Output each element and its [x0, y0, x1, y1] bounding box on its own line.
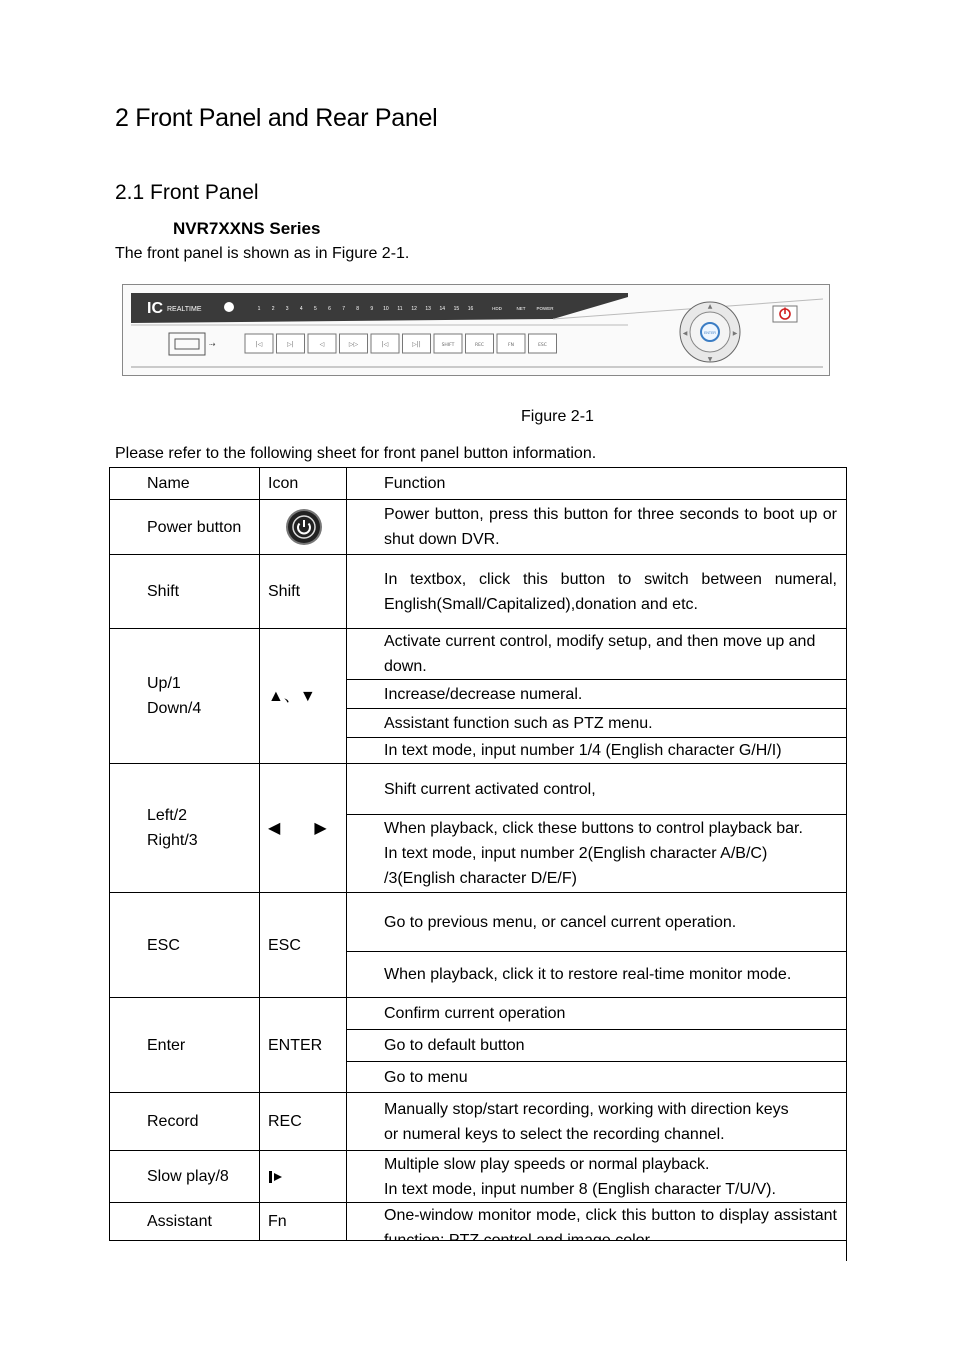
table-row — [110, 998, 847, 1030]
usb-icon: ⇢ — [209, 340, 216, 349]
name-up: Up/1 — [147, 675, 181, 692]
chapter-title: 2 Front Panel and Rear Panel — [115, 104, 438, 132]
cell-icon: ENTER — [260, 998, 347, 1093]
function-line: or numeral keys to select the recording channel. — [384, 1125, 725, 1143]
cell-function: Confirm current operation — [347, 998, 847, 1030]
channel-number: 10 — [383, 306, 389, 312]
status-led-icon — [224, 302, 234, 312]
cell-name: Record — [110, 1093, 260, 1151]
key-label: SHIFT — [441, 343, 455, 348]
cell-function: One-window monitor mode, click this button to display assistant — [347, 1203, 847, 1261]
cell-function: In textbox, click this button to switch between numeral, English(Small/Capitalized),donation and etc. — [347, 555, 847, 629]
playback-key-icon: |◁ — [381, 341, 389, 348]
status-label: HDD — [492, 306, 502, 311]
channel-number: 7 — [342, 306, 345, 312]
key-label: FN — [508, 343, 514, 348]
cell-icon: Fn — [260, 1203, 347, 1261]
logo-text: REALTIME — [167, 306, 202, 313]
table-header-row — [110, 468, 847, 500]
cell-function: Assistant function such as PTZ menu. — [347, 709, 847, 738]
function-line: Manually stop/start recording, working with direction keys — [384, 1100, 789, 1118]
cell-name: Assistant — [110, 1203, 260, 1261]
cell-name: Slow play/8 — [110, 1151, 260, 1203]
cell-name: Power button — [110, 500, 260, 555]
cell-function: Power button, press this button for three seconds to boot up or shut down DVR. — [347, 500, 847, 555]
up-down-arrow-icon: ▲、▼ — [260, 629, 347, 764]
table-row — [110, 500, 847, 555]
cell-function: Go to previous menu, or cancel current operation. — [347, 893, 847, 952]
channel-number: 11 — [397, 306, 403, 312]
channel-number: 9 — [370, 306, 374, 312]
usb-port — [169, 333, 205, 355]
cell-function: Activate current control, modify setup, and then move up and down. — [347, 629, 847, 680]
channel-number: 16 — [467, 306, 474, 312]
function-line: /3(English character D/E/F) — [384, 870, 577, 887]
cell-function — [347, 1093, 847, 1151]
right-arrow-icon: ▶ — [314, 819, 327, 837]
table-row — [110, 893, 847, 952]
function-line: When playback, click these buttons to control playback bar. — [384, 820, 803, 837]
channel-number: 12 — [411, 306, 417, 312]
status-label: POWER — [536, 306, 554, 311]
cell-function: Go to default button — [347, 1030, 847, 1062]
dpad-up-icon: ▲ — [707, 303, 713, 310]
table-row — [110, 1151, 847, 1203]
status-label: NET — [516, 306, 526, 311]
channel-number: 14 — [439, 306, 446, 312]
table-row — [110, 1093, 847, 1151]
slow-play-triangle — [274, 1173, 282, 1181]
status-labels — [492, 306, 554, 311]
dpad-right-icon: ▶ — [732, 330, 738, 337]
cell-icon — [260, 500, 347, 555]
channel-number: 2 — [271, 306, 275, 312]
power-icon — [288, 511, 320, 543]
page-cutoff — [109, 1241, 846, 1351]
channel-number: 4 — [299, 306, 303, 312]
cell-icon: Shift — [260, 555, 347, 629]
section-title: 2.1 Front Panel — [115, 181, 259, 204]
playback-key-icon: ▷| — [287, 341, 294, 348]
key-label: REC — [474, 343, 485, 348]
playback-key-icon: |◁ — [255, 341, 263, 348]
slow-play-bar — [269, 1171, 272, 1183]
figure-caption: Figure 2-1 — [521, 408, 594, 425]
button-function-table — [109, 467, 847, 1261]
header-name: Name — [110, 468, 260, 500]
cell-function — [347, 1151, 847, 1203]
refer-text: Please refer to the following sheet for front panel button information. — [115, 445, 597, 462]
channel-number: 13 — [425, 306, 431, 312]
cell-function: Increase/decrease numeral. — [347, 680, 847, 709]
left-arrow-icon: ◀ — [268, 819, 281, 837]
function-line: Multiple slow play speeds or normal playback. — [384, 1155, 710, 1173]
playback-key-icon: ▷▷ — [348, 341, 359, 348]
table-row — [110, 629, 847, 680]
channel-number: 1 — [257, 306, 261, 312]
front-panel-figure — [122, 284, 830, 376]
table-bottom-border — [109, 1240, 846, 1241]
cell-name — [110, 629, 260, 764]
cell-name — [110, 764, 260, 893]
cell-icon — [260, 764, 347, 893]
name-down: Down/4 — [147, 700, 202, 717]
logo-ic-mark: IC — [147, 300, 163, 317]
cell-name: Enter — [110, 998, 260, 1093]
cell-icon: REC — [260, 1093, 347, 1151]
front-panel-drawing — [123, 285, 829, 375]
panel-keys — [245, 334, 557, 353]
table-row — [110, 764, 847, 815]
enter-label: ENTER — [704, 331, 716, 335]
function-line: In text mode, input number 2(English character A/B/C) — [384, 845, 768, 862]
slow-play-icon — [268, 1170, 284, 1184]
cell-icon: ESC — [260, 893, 347, 998]
cell-name: ESC — [110, 893, 260, 998]
cell-name: Shift — [110, 555, 260, 629]
power-button-icon — [288, 511, 320, 543]
cell-function: In text mode, input number 1/4 (English character G/H/I) — [347, 738, 847, 764]
cell-function — [347, 815, 847, 893]
table-row — [110, 555, 847, 629]
header-icon: Icon — [260, 468, 347, 500]
cell-function: Go to menu — [347, 1062, 847, 1093]
dpad-left-icon: ◀ — [682, 330, 688, 337]
series-heading: NVR7XXNS Series — [173, 219, 321, 238]
usb-slot — [175, 339, 199, 349]
dpad-down-icon: ▼ — [707, 356, 713, 363]
channel-number: 15 — [453, 306, 460, 312]
header-function: Function — [347, 468, 847, 500]
channel-number: 8 — [356, 306, 360, 312]
channel-number: 3 — [285, 306, 289, 312]
channel-number: 5 — [314, 306, 317, 312]
intro-text: The front panel is shown as in Figure 2-1. — [115, 245, 410, 262]
channel-number: 6 — [328, 306, 331, 312]
playback-key-icon: ▷|| — [412, 341, 421, 348]
playback-key-icon: ◁ — [319, 341, 325, 348]
name-left: Left/2 — [147, 807, 188, 824]
cell-icon — [260, 1151, 347, 1203]
cell-function: When playback, click it to restore real-time monitor mode. — [347, 952, 847, 998]
key-label: ESC — [538, 343, 547, 348]
cell-function: Shift current activated control, — [347, 764, 847, 815]
name-right: Right/3 — [147, 832, 198, 849]
function-line: In text mode, input number 8 (English character T/U/V). — [384, 1180, 776, 1198]
